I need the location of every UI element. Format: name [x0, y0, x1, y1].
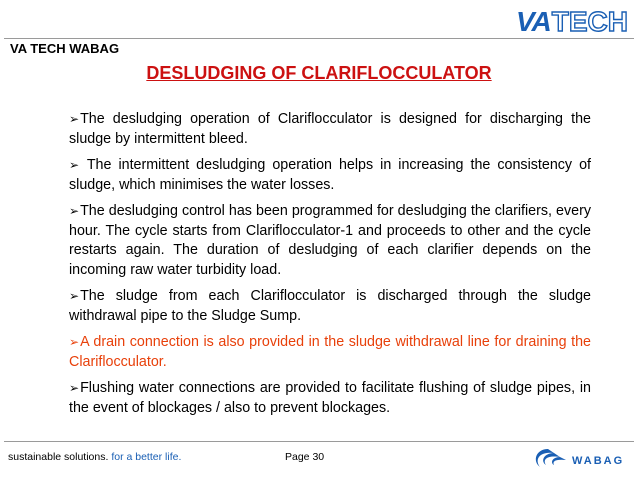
bullet-item [69, 110, 591, 149]
wabag-logo-text: WABAG [572, 455, 625, 467]
logo-va-text: VA [515, 6, 551, 37]
bullet-text: The sludge from each Clariflocculator is discharged through the sludge withdrawal pipe to the Sludge Sump. [69, 288, 591, 324]
arrow-bullet-icon: ➢ [69, 204, 80, 218]
slogan-main: sustainable solutions. [8, 451, 109, 463]
bullet-item [69, 202, 591, 280]
bullet-text: The desludging control has been programmed for desludging the clarifiers, every hour. The cycle starts from Clariflocculator-1 and proceeds to other and the cycle restarts again. The duration of desludging of each clarifier depends on the incoming raw water turbidity load. [69, 203, 591, 278]
bullet-list [69, 110, 591, 425]
bullet-text: A drain connection is also provided in the sludge withdrawal line for draining the Clariflocculator. [69, 334, 591, 370]
bullet-text: The desludging operation of Clariflocculator is designed for discharging the sludge by intermittent bleed. [69, 111, 591, 147]
page-number: Page 30 [285, 451, 325, 463]
bullet-text: Flushing water connections are provided to facilitate flushing of sludge pipes, in the event of blockages / also to prevent blockages. [69, 380, 591, 416]
logo-tech-text: TECH [551, 6, 628, 37]
slogan-accent: for a better life. [111, 451, 182, 463]
arrow-bullet-icon: ➢ [69, 112, 80, 126]
footer-divider [4, 441, 634, 442]
vatech-logo [516, 8, 628, 36]
arrow-bullet-icon: ➢ [69, 335, 80, 349]
arrow-bullet-icon: ➢ [69, 289, 80, 303]
bullet-text: The intermittent desludging operation helps in increasing the consistency of sludge, which minimises the water losses. [69, 157, 591, 193]
arrow-bullet-icon: ➢ [69, 158, 80, 172]
bullet-item [69, 156, 591, 195]
header-divider [4, 38, 634, 39]
slide-title: DESLUDGING OF CLARIFLOCCULATOR [146, 63, 492, 83]
bullet-item [69, 379, 591, 418]
bullet-item [69, 287, 591, 326]
bullet-item-highlighted [69, 333, 591, 372]
arrow-bullet-icon: ➢ [69, 381, 80, 395]
footer-slogan [8, 451, 181, 463]
company-name: VA TECH WABAG [10, 41, 120, 56]
wabag-logo [530, 443, 630, 473]
